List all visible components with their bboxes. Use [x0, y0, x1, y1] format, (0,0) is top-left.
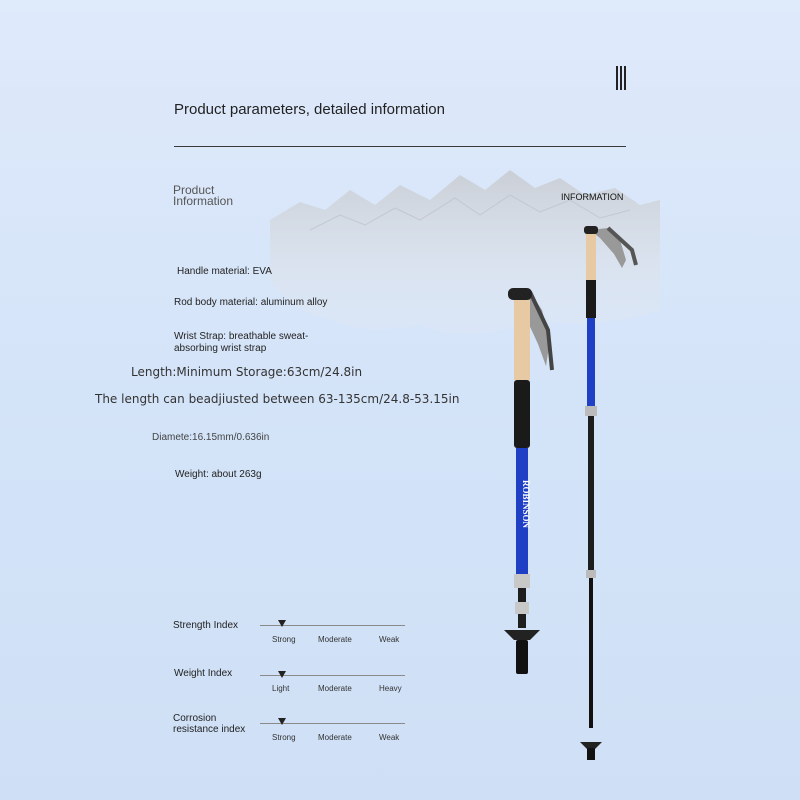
spec-wrist — [174, 331, 308, 355]
title-divider — [174, 146, 626, 147]
section-heading-line1: Product — [173, 183, 215, 197]
index-weight-label: Weight Index — [174, 668, 233, 679]
spec-length-range: The length can beadjiusted between 63-135cm/24.8-53.15in — [95, 392, 460, 406]
index-corrosion-label-line1: Corrosion — [173, 713, 217, 724]
index-strength-tick: Strong — [272, 635, 296, 644]
index-corrosion — [173, 713, 245, 735]
spec-wrist-line2: absorbing wrist strap — [174, 343, 267, 354]
index-corrosion-label-line2: resistance index — [173, 724, 246, 735]
index-corrosion-tick: Weak — [379, 733, 400, 742]
pole-front — [504, 288, 552, 674]
index-corrosion-tick: Strong — [272, 733, 296, 742]
index-strength-label: Strength Index — [173, 620, 239, 631]
index-strength-tick: Weak — [379, 635, 400, 644]
spec-length-storage: Length:Minimum Storage:63cm/24.8in — [131, 365, 363, 379]
spec-rod: Rod body material: aluminum alloy — [174, 297, 328, 308]
index-corrosion-tick: Moderate — [318, 733, 352, 742]
spec-wrist-line1: Wrist Strap: breathable sweat- — [174, 331, 309, 342]
index-weight-tick: Light — [272, 684, 290, 693]
spec-handle: Handle material: EVA — [177, 266, 272, 277]
page-title: Product parameters, detailed information — [174, 101, 445, 118]
index-strength-marker — [278, 620, 286, 627]
index-strength — [173, 620, 238, 631]
pole-brand-label: ROBINSON — [521, 480, 531, 529]
spec-diameter: Diamete:16.15mm/0.636in — [152, 432, 270, 443]
vertical-bars-mark — [616, 66, 626, 90]
index-weight — [174, 668, 232, 679]
index-corrosion-marker — [278, 718, 286, 725]
index-weight-tick: Moderate — [318, 684, 352, 693]
trekking-poles-image — [490, 210, 660, 770]
pole-back — [580, 226, 636, 760]
section-heading-line2: Information — [173, 194, 234, 208]
section-heading — [173, 185, 233, 207]
spec-weight: Weight: about 263g — [175, 469, 262, 480]
index-weight-tick: Heavy — [379, 684, 402, 693]
index-weight-marker — [278, 671, 286, 678]
info-label: INFORMATION — [561, 192, 624, 202]
index-strength-tick: Moderate — [318, 635, 352, 644]
